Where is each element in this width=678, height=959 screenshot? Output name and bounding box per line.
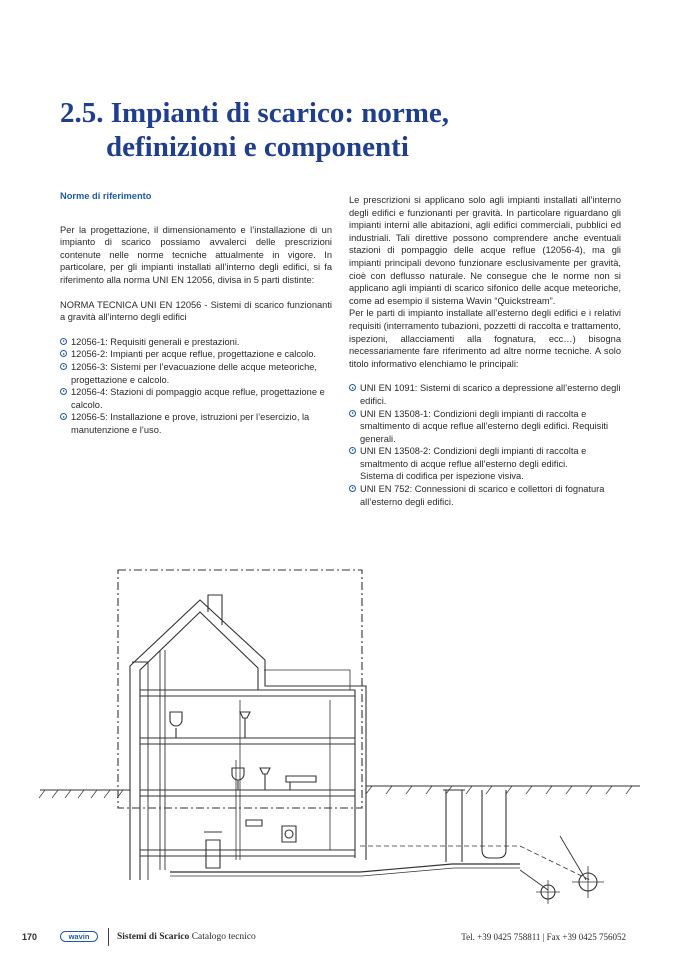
footer-contact: Tel. +39 0425 758811 | Fax +39 0425 756052 (461, 932, 626, 942)
arrow-bullet-icon (60, 350, 67, 357)
page-number: 170 (22, 932, 38, 942)
arrow-bullet-icon (349, 384, 356, 391)
section-subheading: Norme di riferimento (60, 191, 152, 201)
list-item: UNI EN 13508-2: Condizioni degli impianti di raccolta e smaltmento di acque reflue all’esterno degli edifici. (349, 445, 621, 470)
arrow-bullet-icon (60, 338, 67, 345)
ground-hatch-left (39, 790, 123, 798)
list-item: 12056-2: Impianti per acque reflue, progettazione e calcolo. (60, 348, 332, 361)
inspection-chamber-2 (482, 790, 506, 858)
list-item: UNI EN 13508-1: Condizioni degli impianti di raccolta e smaltimento di acque reflue all’esterno degli edifici. Requisiti generali. (349, 408, 621, 446)
arrow-bullet-icon (349, 447, 356, 454)
fixture-bathtub (286, 776, 316, 790)
external-norms-paragraph: Per le parti di impianto installate all’esterno degli edifici e i relativi requisiti (interramento tubazioni, pozzetti di raccolta e trattamento, ispezioni, allacciamenti alla fognatura, ecc…) bisogna necessariamente fare riferimento ad altre norme tecniche. A solo titolo informativo elenchiamo le principali: (349, 308, 621, 369)
scope-paragraph: Le prescrizioni si applicano solo agli impianti installati all’interno degli edifici e funzionanti per gravità. In particolare riguardano gli impianti interni alle abitazioni, agli edifici commerciali, pubblici ed industriali. Tali direttive possono comprendere anche eventuali stazioni di pompaggio delle acque reflue (12056-4), ma gli impianti principali devono funzionare esclusivamente per gravità, cioè con deflusso naturale. Ne consegue che le norme non si applicano agli impianti di scarico sifonico delle acque meteoriche, come ad esempio il sistema Wavin “Quickstream”. (349, 195, 621, 306)
list-item: UNI EN 752: Connessioni di scarico e collettori di fognatura all’esterno degli edifici. (349, 483, 621, 508)
list-item-continuation: Sistema di codifica per ispezione visiva. (360, 471, 524, 482)
house-inner-wall (140, 612, 355, 880)
inspection-chamber (443, 790, 465, 862)
page-title (60, 96, 620, 164)
footer-doc-title: Sistemi di Scarico Catalogo tecnico (117, 932, 256, 942)
list-item: 12056-1: Requisiti generali e prestazioni. (60, 336, 332, 349)
title-line-2: definizioni e componenti (106, 131, 409, 163)
list-item: 12056-4: Stazioni di pompaggio acque reflue, progettazione e calcolo. (60, 386, 332, 411)
external-norms-list-end (349, 483, 621, 508)
fixture-washer (282, 826, 296, 842)
fixture-utility-sink (246, 820, 262, 826)
floor-basement (140, 850, 355, 856)
floor-attic (140, 690, 355, 696)
fixture-sink (240, 712, 250, 738)
right-column (349, 194, 621, 508)
washer-drum (285, 830, 293, 838)
building-drainage-diagram (0, 540, 678, 920)
footer-divider (108, 928, 109, 946)
norm-title-paragraph: NORMA TECNICA UNI EN 12056 - Sistemi di scarico funzionanti a gravità all’interno degli edifici (60, 299, 332, 323)
manhole-cross-2 (572, 866, 604, 898)
left-column (60, 190, 332, 437)
arrow-bullet-icon (60, 363, 67, 370)
fixture-basin (232, 768, 244, 790)
drain-stack (160, 650, 165, 870)
list-item: 12056-3: Sistemi per l’evacuazione delle acque meteoriche, progettazione e calcolo. (60, 361, 332, 386)
page-footer (0, 928, 678, 948)
ground-hatch-right (366, 786, 632, 794)
floor-ground (140, 790, 355, 796)
intro-paragraph: Per la progettazione, il dimensionamento e l’installazione di un impianto di scarico possiamo avvalerci delle prescrizioni contenute nelle norme tecniche attualmente in vigore. In particolare, per gli impianti installati all’interno degli edifici, si fa riferimento alla norma UNI EN 12056, divisa in 5 parti distinte: (60, 224, 332, 285)
sewer-line-dashed (360, 846, 590, 880)
list-item: UNI EN 1091: Sistemi di scarico a depressione all’esterno degli edifici. (349, 382, 621, 407)
list-item: 12056-5: Installazione e prove, istruzioni per l’esercizio, la manutenzione e l’uso. (60, 411, 332, 436)
norm-parts-list (60, 336, 332, 437)
external-norms-list (349, 382, 621, 470)
arrow-bullet-icon (60, 388, 67, 395)
fixture-sink-2 (260, 768, 270, 790)
floor-first (140, 738, 355, 744)
title-line-1: 2.5. Impianti di scarico: norme, (60, 97, 450, 129)
arrow-bullet-icon (349, 410, 356, 417)
fixture-wc (170, 712, 182, 738)
attic-drain (264, 670, 350, 690)
wavin-logo: wavin (60, 931, 98, 942)
arrow-bullet-icon (349, 485, 356, 492)
arrow-bullet-icon (60, 413, 67, 420)
